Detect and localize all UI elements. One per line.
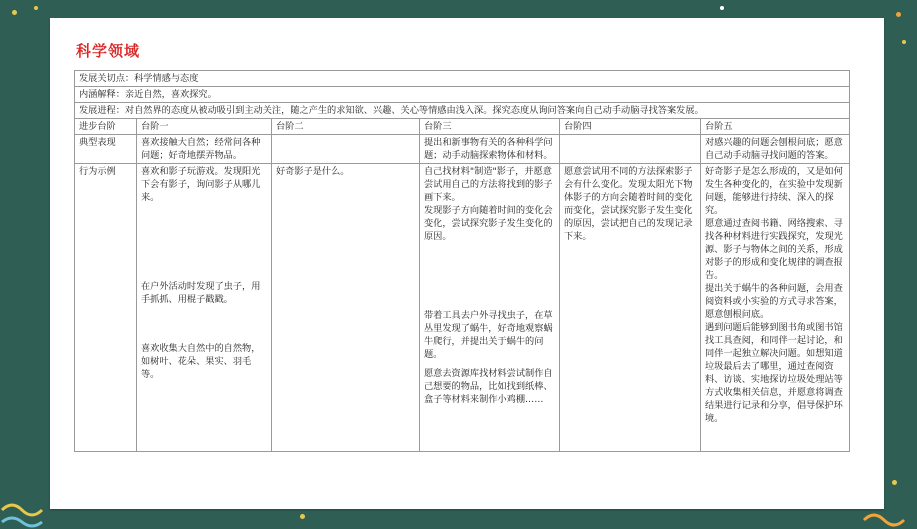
header-row <box>75 103 850 119</box>
progress-cell: 发展进程：对自然界的态度从被动吸引到主动关注，随之产生的求知欲、兴趣、关心等情感由浅入深。探究态度从询问答案向自己动手动脑寻找答案发展。 <box>75 103 850 119</box>
table-cell <box>701 164 850 452</box>
example-text: 发现影子方向随着时间的变化会变化，尝试探究影子发生变化的原因。 <box>424 205 553 242</box>
development-table <box>74 70 850 452</box>
table-cell <box>272 135 420 164</box>
table-cell: 对感兴趣的问题会刨根问底；愿意自己动手动脑寻找问题的答案。 <box>701 135 850 164</box>
column-header: 台阶三 <box>420 119 560 135</box>
example-text: 自己找材料"制造"影子，并愿意尝试用自己的方法将找到的影子画下来。 <box>424 166 553 203</box>
example-text: 在户外活动时发现了虫子，用手抓抓、用棍子戳戳。 <box>141 281 261 305</box>
example-text: 好奇影子是什么。 <box>276 166 350 177</box>
decorative-dot <box>892 480 897 485</box>
column-header: 台阶二 <box>272 119 420 135</box>
meaning-cell: 内涵解释：亲近自然，喜欢探究。 <box>75 87 850 103</box>
example-text: 愿意尝试用不同的方法探索影子会有什么变化。发现太阳光下物体影子的方向会随着时间的变化而变化，尝试探究影子发生变化的原因，尝试把自己的发现记录下来。 <box>564 166 693 242</box>
decorative-dot <box>12 10 17 15</box>
decorative-dot <box>902 40 906 44</box>
example-text: 喜欢收集大自然中的自然物，如树叶、花朵、果实、羽毛等。 <box>141 343 261 380</box>
decorative-dot <box>300 514 305 519</box>
decorative-dot <box>896 12 901 17</box>
table-cell: 提出和新事物有关的各种科学问题；动手动脑探索物体和材料。 <box>420 135 560 164</box>
column-header: 台阶四 <box>560 119 701 135</box>
row-label: 行为示例 <box>75 164 137 452</box>
column-header: 进步台阶 <box>75 119 137 135</box>
row-label: 典型表现 <box>75 135 137 164</box>
slide <box>50 18 884 509</box>
table-cell <box>420 164 560 452</box>
decorative-dot <box>720 6 724 10</box>
focus-cell: 发展关切点：科学情感与态度 <box>75 71 850 87</box>
table-cell <box>272 164 420 452</box>
typical-row <box>75 135 850 164</box>
table-cell <box>137 164 272 452</box>
example-text: 愿意通过查阅书籍、网络搜索、寻找各种材料进行实践探究，发现光源、影子与物体之间的关系，形成对影子的形成和变化规律的调查报告。 <box>705 218 843 281</box>
example-text: 提出关于蜗牛的各种问题，会用查阅资料或小实验的方式寻求答案，愿意刨根问底。 <box>705 283 843 320</box>
page-title: 科学领域 <box>76 42 141 60</box>
example-text: 好奇影子是怎么形成的，又是如何发生各种变化的，在实验中发现新问题，能够进行持续、深入的探究。 <box>705 166 843 216</box>
column-header-row <box>75 119 850 135</box>
example-text: 愿意去资源库找材料尝试制作自己想要的物品，比如找到纸棒、盒子等材料来制作小鸡棚…… <box>424 368 553 405</box>
column-header: 台阶五 <box>701 119 850 135</box>
example-text: 带着工具去户外寻找虫子，在草丛里发现了蜗牛，好奇地观察蜗牛爬行，并提出关于蜗牛的问题。 <box>424 310 553 360</box>
table-cell: 喜欢接触大自然；经常问各种问题；好奇地摆弄物品。 <box>137 135 272 164</box>
column-header: 台阶一 <box>137 119 272 135</box>
example-text: 喜欢和影子玩游戏。发现阳光下会有影子，询问影子从哪儿来。 <box>141 166 261 203</box>
decorative-dot <box>34 6 38 10</box>
table-cell <box>560 135 701 164</box>
header-row <box>75 71 850 87</box>
example-text: 遇到问题后能够到图书角或图书馆找工具查阅，和同伴一起讨论，和同伴一起独立解决问题。如想知道垃圾最后去了哪里，通过查阅资料、访谈、实地探访垃圾处理站等方式收集相关信息，并愿意将调查结果进行记录和分享，倡导保护环境。 <box>705 322 843 424</box>
header-row <box>75 87 850 103</box>
example-row <box>75 164 850 452</box>
table-cell <box>560 164 701 452</box>
